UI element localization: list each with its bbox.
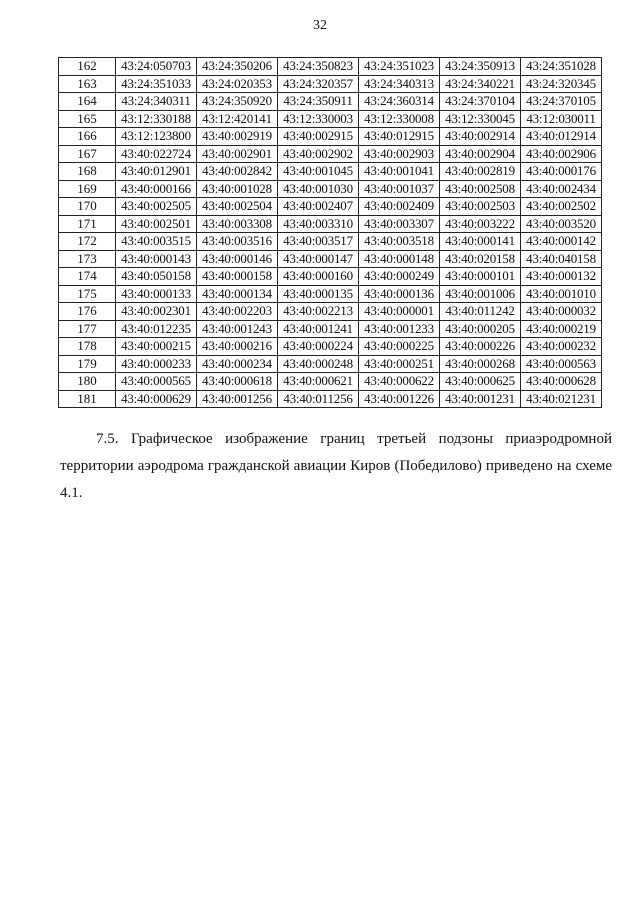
cadastral-number-cell: 43:40:011256 [278, 390, 359, 408]
cadastral-number-cell: 43:40:021231 [521, 390, 602, 408]
cadastral-number-cell: 43:40:000225 [359, 338, 440, 356]
page-number: 32 [313, 18, 327, 33]
table-row [59, 93, 602, 111]
cadastral-number-cell: 43:40:001041 [359, 163, 440, 181]
cadastral-number-cell: 43:40:000132 [521, 268, 602, 286]
cadastral-number-cell: 43:40:050158 [116, 268, 197, 286]
cadastral-number-cell: 43:40:002409 [359, 198, 440, 216]
cadastral-number-cell: 43:40:011242 [440, 303, 521, 321]
table-row [59, 110, 602, 128]
cadastral-number-cell: 43:40:000146 [197, 250, 278, 268]
cadastral-number-cell: 43:40:000628 [521, 373, 602, 391]
table-row [59, 303, 602, 321]
table-row [59, 163, 602, 181]
cadastral-number-cell: 43:40:002203 [197, 303, 278, 321]
cadastral-number-cell: 43:24:350911 [278, 93, 359, 111]
cadastral-number-cell: 43:40:002842 [197, 163, 278, 181]
table-row [59, 373, 602, 391]
row-number: 174 [59, 268, 116, 286]
cadastral-number-cell: 43:40:002901 [197, 145, 278, 163]
cadastral-number-cell: 43:40:002505 [116, 198, 197, 216]
cadastral-number-cell: 43:40:003517 [278, 233, 359, 251]
cadastral-number-cell: 43:40:001030 [278, 180, 359, 198]
cadastral-number-cell: 43:40:002915 [278, 128, 359, 146]
row-number: 165 [59, 110, 116, 128]
cadastral-numbers-table [58, 57, 602, 408]
cadastral-number-cell: 43:40:000205 [440, 320, 521, 338]
cadastral-number-cell: 43:24:020353 [197, 75, 278, 93]
cadastral-number-cell: 43:40:040158 [521, 250, 602, 268]
cadastral-number-cell: 43:40:000618 [197, 373, 278, 391]
cadastral-number-cell: 43:40:000621 [278, 373, 359, 391]
cadastral-number-cell: 43:24:370105 [521, 93, 602, 111]
cadastral-number-cell: 43:40:002434 [521, 180, 602, 198]
cadastral-number-cell: 43:40:000166 [116, 180, 197, 198]
cadastral-number-cell: 43:40:001231 [440, 390, 521, 408]
cadastral-number-cell: 43:40:000141 [440, 233, 521, 251]
cadastral-number-cell: 43:40:002213 [278, 303, 359, 321]
table-row [59, 320, 602, 338]
row-number: 168 [59, 163, 116, 181]
table-row [59, 75, 602, 93]
row-number: 172 [59, 233, 116, 251]
cadastral-number-cell: 43:24:350920 [197, 93, 278, 111]
cadastral-number-cell: 43:40:000134 [197, 285, 278, 303]
cadastral-number-cell: 43:24:320345 [521, 75, 602, 93]
row-number: 163 [59, 75, 116, 93]
paragraph-7-5 [60, 426, 612, 507]
cadastral-number-cell: 43:40:001243 [197, 320, 278, 338]
cadastral-number-cell: 43:24:340311 [116, 93, 197, 111]
row-number: 171 [59, 215, 116, 233]
cadastral-number-cell: 43:40:000215 [116, 338, 197, 356]
cadastral-number-cell: 43:40:001045 [278, 163, 359, 181]
cadastral-number-cell: 43:40:000625 [440, 373, 521, 391]
table-row [59, 390, 602, 408]
cadastral-number-cell: 43:40:000226 [440, 338, 521, 356]
cadastral-number-cell: 43:40:001241 [278, 320, 359, 338]
cadastral-number-cell: 43:40:000148 [359, 250, 440, 268]
row-number: 178 [59, 338, 116, 356]
row-number: 180 [59, 373, 116, 391]
cadastral-number-cell: 43:40:002504 [197, 198, 278, 216]
cadastral-number-cell: 43:12:330008 [359, 110, 440, 128]
cadastral-number-cell: 43:40:002904 [440, 145, 521, 163]
table-row [59, 268, 602, 286]
cadastral-number-cell: 43:12:330188 [116, 110, 197, 128]
cadastral-number-cell: 43:40:003515 [116, 233, 197, 251]
cadastral-number-cell: 43:40:000135 [278, 285, 359, 303]
cadastral-number-cell: 43:40:000143 [116, 250, 197, 268]
cadastral-number-cell: 43:24:350823 [278, 58, 359, 76]
table-row [59, 215, 602, 233]
cadastral-number-cell: 43:40:003520 [521, 215, 602, 233]
cadastral-number-cell: 43:40:002903 [359, 145, 440, 163]
cadastral-number-cell: 43:40:001006 [440, 285, 521, 303]
cadastral-number-cell: 43:12:330003 [278, 110, 359, 128]
cadastral-number-cell: 43:40:002906 [521, 145, 602, 163]
cadastral-number-cell: 43:40:000101 [440, 268, 521, 286]
row-number: 166 [59, 128, 116, 146]
cadastral-number-cell: 43:40:000001 [359, 303, 440, 321]
table-row [59, 180, 602, 198]
row-number: 170 [59, 198, 116, 216]
cadastral-number-cell: 43:40:002819 [440, 163, 521, 181]
cadastral-number-cell: 43:40:000176 [521, 163, 602, 181]
cadastral-number-cell: 43:24:350206 [197, 58, 278, 76]
cadastral-number-cell: 43:40:000160 [278, 268, 359, 286]
cadastral-number-cell: 43:40:002919 [197, 128, 278, 146]
cadastral-number-cell: 43:12:420141 [197, 110, 278, 128]
cadastral-number-cell: 43:40:003307 [359, 215, 440, 233]
row-number: 176 [59, 303, 116, 321]
cadastral-number-cell: 43:40:000224 [278, 338, 359, 356]
cadastral-number-cell: 43:40:002914 [440, 128, 521, 146]
table-row [59, 58, 602, 76]
row-number: 181 [59, 390, 116, 408]
row-number: 179 [59, 355, 116, 373]
cadastral-number-cell: 43:40:000268 [440, 355, 521, 373]
cadastral-number-cell: 43:40:000158 [197, 268, 278, 286]
cadastral-number-cell: 43:40:001037 [359, 180, 440, 198]
cadastral-number-cell: 43:40:000629 [116, 390, 197, 408]
cadastral-number-cell: 43:24:050703 [116, 58, 197, 76]
row-number: 167 [59, 145, 116, 163]
cadastral-number-cell: 43:40:022724 [116, 145, 197, 163]
cadastral-number-cell: 43:40:002407 [278, 198, 359, 216]
cadastral-number-cell: 43:40:003308 [197, 215, 278, 233]
paragraph-rest: территории аэродрома гражданской авиации Киров (Победилово) приведено на схеме 4.1. [60, 458, 612, 501]
cadastral-number-cell: 43:40:020158 [440, 250, 521, 268]
cadastral-number-cell: 43:40:001233 [359, 320, 440, 338]
cadastral-number-cell: 43:40:000133 [116, 285, 197, 303]
cadastral-number-cell: 43:40:000622 [359, 373, 440, 391]
cadastral-number-cell: 43:12:030011 [521, 110, 602, 128]
paragraph-first-line: 7.5. Графическое изображение границ третьей подзоны приаэродромной [96, 431, 612, 447]
cadastral-number-cell: 43:40:012915 [359, 128, 440, 146]
cadastral-number-cell: 43:40:000232 [521, 338, 602, 356]
cadastral-number-cell: 43:24:320357 [278, 75, 359, 93]
cadastral-number-cell: 43:40:002902 [278, 145, 359, 163]
table-row [59, 250, 602, 268]
cadastral-number-cell: 43:40:000251 [359, 355, 440, 373]
cadastral-number-cell: 43:12:330045 [440, 110, 521, 128]
row-number: 173 [59, 250, 116, 268]
cadastral-number-cell: 43:40:003310 [278, 215, 359, 233]
row-number: 175 [59, 285, 116, 303]
cadastral-number-cell: 43:40:002502 [521, 198, 602, 216]
table-row [59, 338, 602, 356]
table-row [59, 355, 602, 373]
cadastral-number-cell: 43:40:000249 [359, 268, 440, 286]
cadastral-number-cell: 43:40:002501 [116, 215, 197, 233]
cadastral-number-cell: 43:40:000563 [521, 355, 602, 373]
cadastral-number-cell: 43:40:012901 [116, 163, 197, 181]
cadastral-number-cell: 43:40:001256 [197, 390, 278, 408]
cadastral-number-cell: 43:40:000248 [278, 355, 359, 373]
cadastral-number-cell: 43:24:340221 [440, 75, 521, 93]
cadastral-number-cell: 43:40:000147 [278, 250, 359, 268]
table-body [59, 58, 602, 408]
row-number: 169 [59, 180, 116, 198]
row-number: 164 [59, 93, 116, 111]
cadastral-number-cell: 43:24:340313 [359, 75, 440, 93]
cadastral-number-cell: 43:24:351028 [521, 58, 602, 76]
table-row [59, 198, 602, 216]
cadastral-number-cell: 43:40:000136 [359, 285, 440, 303]
cadastral-number-cell: 43:24:351023 [359, 58, 440, 76]
row-number: 177 [59, 320, 116, 338]
table-row [59, 128, 602, 146]
cadastral-number-cell: 43:40:001226 [359, 390, 440, 408]
table-row [59, 285, 602, 303]
table-row [59, 145, 602, 163]
cadastral-number-cell: 43:40:000234 [197, 355, 278, 373]
cadastral-number-cell: 43:24:360314 [359, 93, 440, 111]
table-row [59, 233, 602, 251]
cadastral-number-cell: 43:40:002503 [440, 198, 521, 216]
cadastral-number-cell: 43:40:001028 [197, 180, 278, 198]
cadastral-number-cell: 43:40:001010 [521, 285, 602, 303]
cadastral-number-cell: 43:24:350913 [440, 58, 521, 76]
cadastral-number-cell: 43:24:370104 [440, 93, 521, 111]
cadastral-number-cell: 43:40:002301 [116, 303, 197, 321]
cadastral-number-cell: 43:40:000032 [521, 303, 602, 321]
cadastral-number-cell: 43:40:003516 [197, 233, 278, 251]
cadastral-number-cell: 43:40:003222 [440, 215, 521, 233]
cadastral-number-cell: 43:40:003518 [359, 233, 440, 251]
cadastral-number-cell: 43:40:002508 [440, 180, 521, 198]
cadastral-number-cell: 43:40:012235 [116, 320, 197, 338]
cadastral-number-cell: 43:40:012914 [521, 128, 602, 146]
cadastral-number-cell: 43:40:000219 [521, 320, 602, 338]
cadastral-number-cell: 43:24:351033 [116, 75, 197, 93]
cadastral-number-cell: 43:12:123800 [116, 128, 197, 146]
cadastral-number-cell: 43:40:000142 [521, 233, 602, 251]
cadastral-number-cell: 43:40:000233 [116, 355, 197, 373]
row-number: 162 [59, 58, 116, 76]
cadastral-number-cell: 43:40:000216 [197, 338, 278, 356]
cadastral-number-cell: 43:40:000565 [116, 373, 197, 391]
